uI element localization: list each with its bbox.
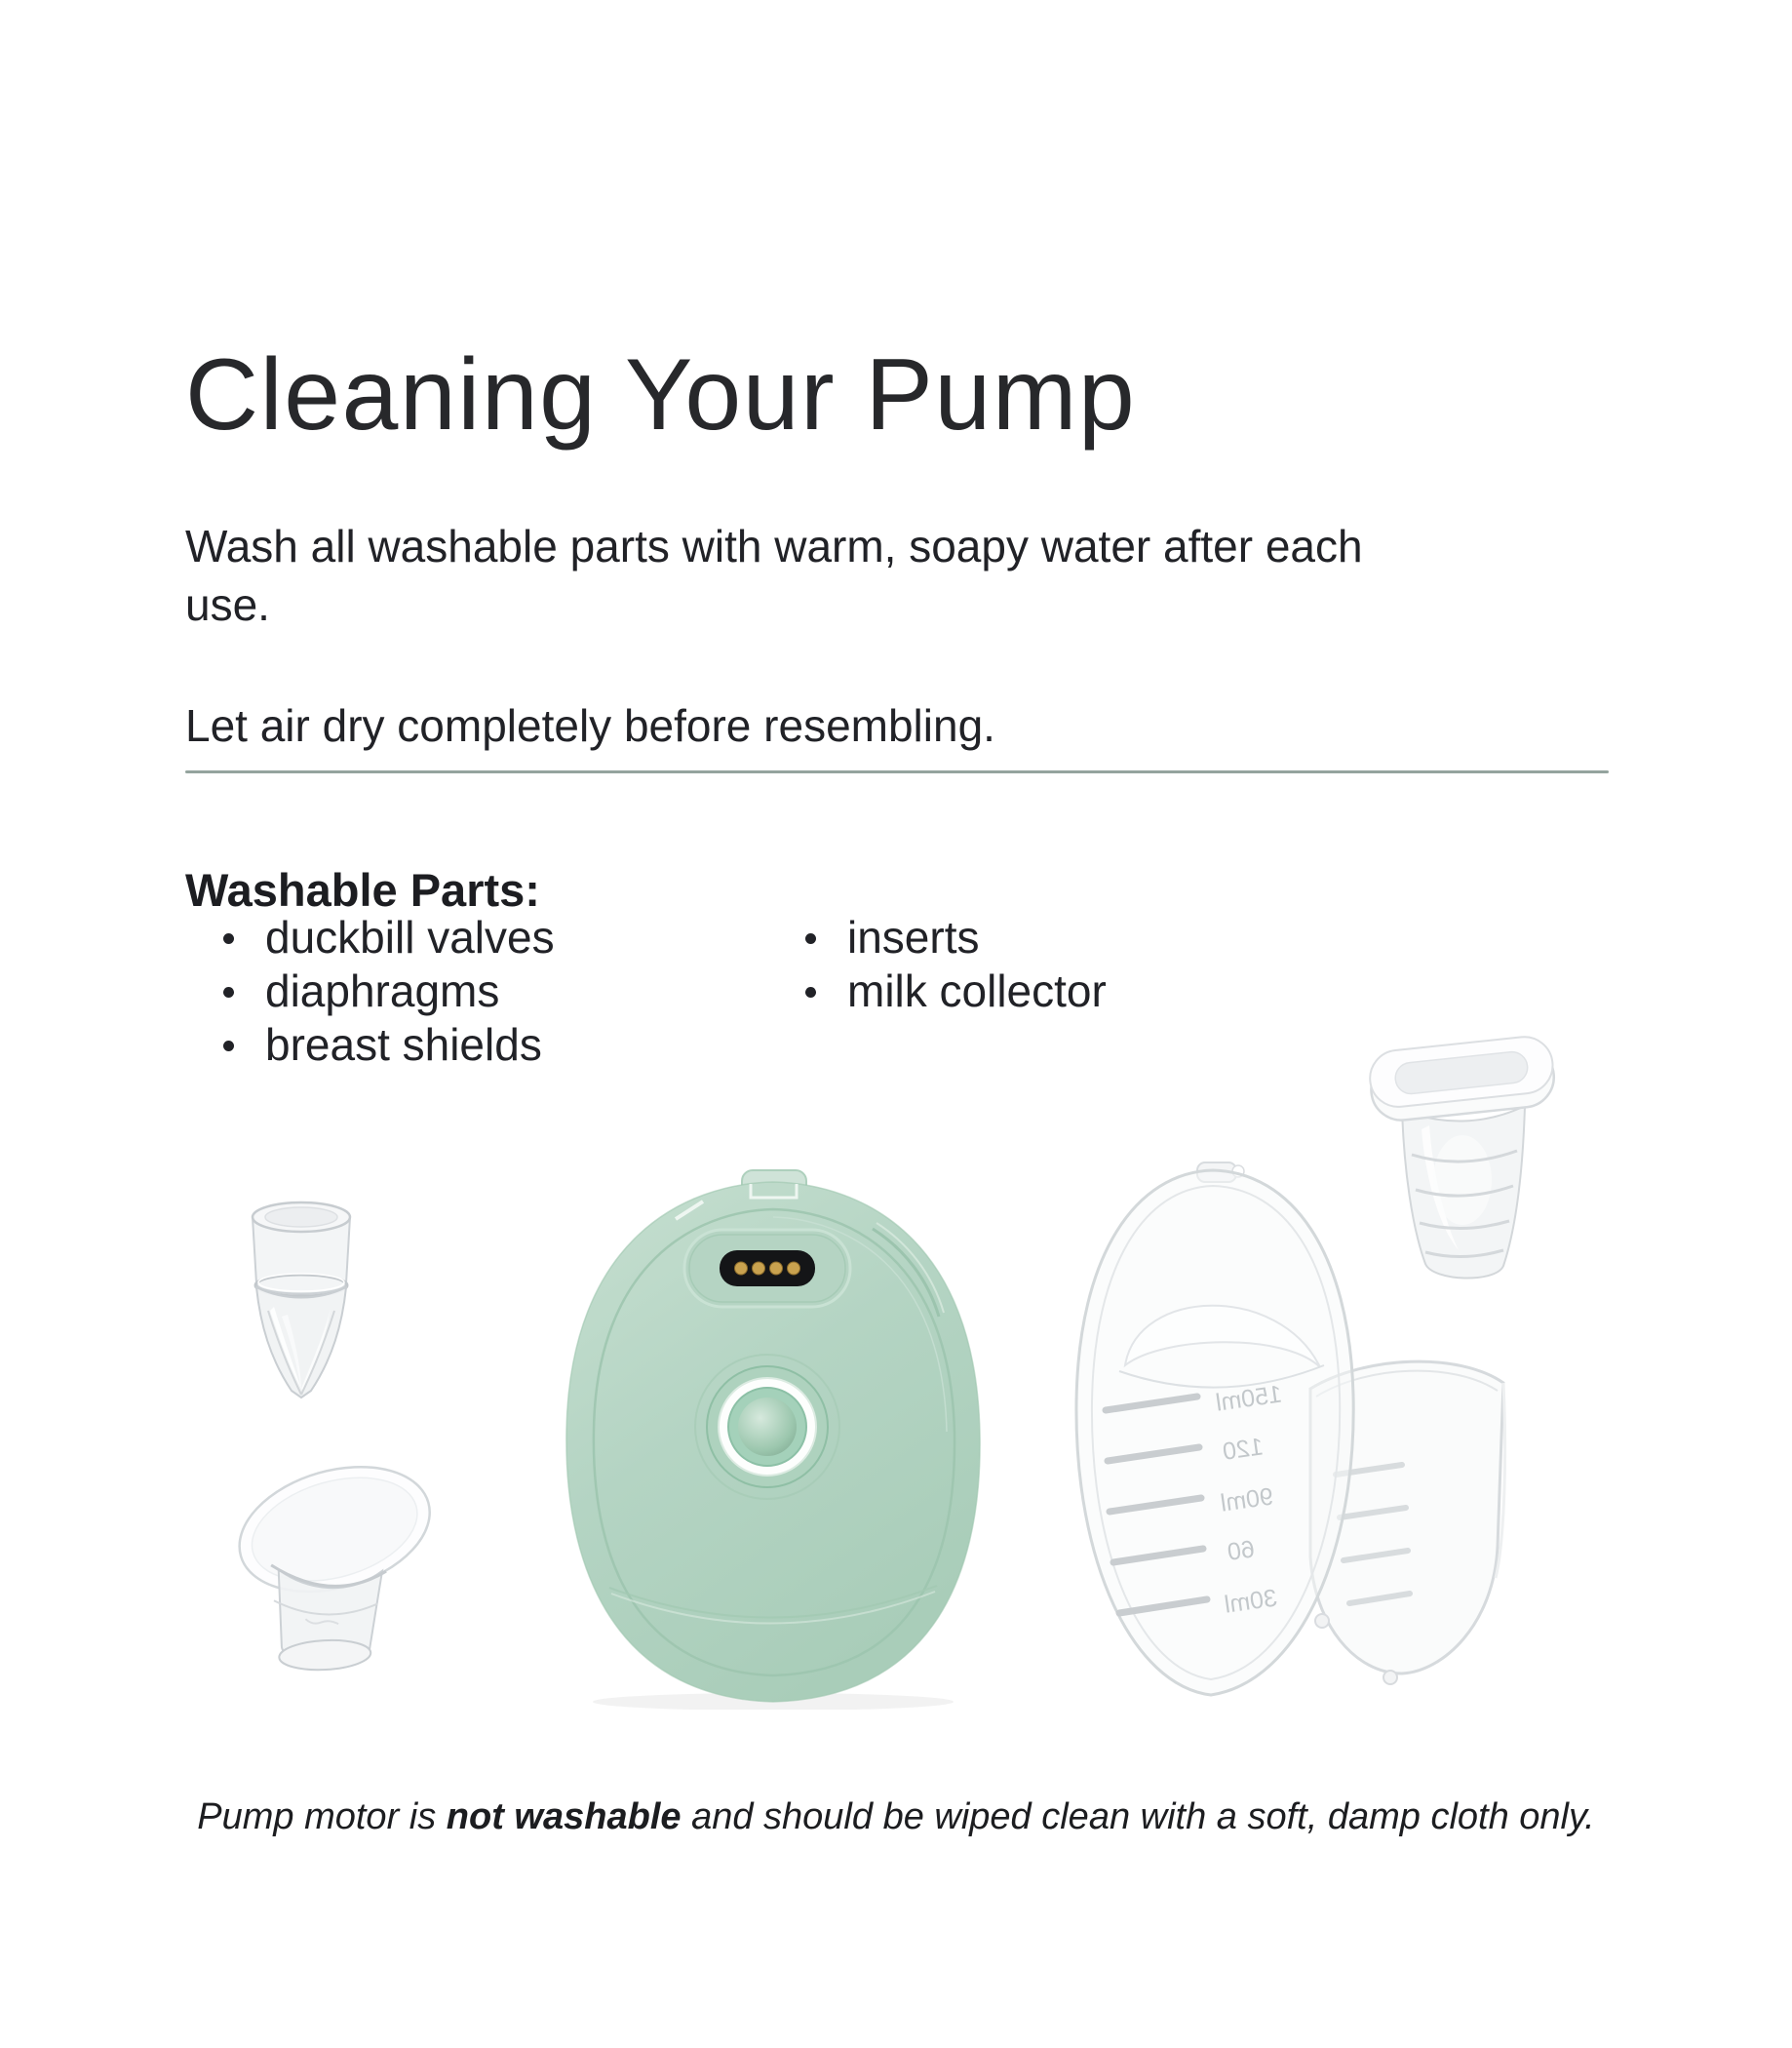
list-item <box>805 965 1107 1018</box>
insert-image <box>1365 1032 1560 1293</box>
list-item-label: breast shields <box>265 1019 542 1070</box>
bullet-dot <box>223 1041 234 1051</box>
intro-paragraph-2: Let air dry completely before resembling. <box>185 700 995 751</box>
washable-parts-heading: Washable Parts: <box>185 864 540 916</box>
milk-collector-shell-image <box>1065 1161 1365 1711</box>
volume-marking: 150ml <box>1214 1380 1284 1417</box>
footnote-suffix: and should be wiped clean with a soft, damp cloth only. <box>681 1796 1595 1837</box>
list-item-label: diaphragms <box>265 965 500 1016</box>
page-title: Cleaning Your Pump <box>185 337 1137 452</box>
breast-shield-image <box>223 1459 449 1695</box>
washable-parts-list-right <box>805 911 1107 1018</box>
footnote-emphasis: not washable <box>446 1796 682 1837</box>
washable-parts-list-left <box>223 911 555 1072</box>
list-item-label: inserts <box>847 912 980 963</box>
list-item <box>223 911 555 965</box>
volume-marking: 90ml <box>1219 1482 1275 1517</box>
volume-marking: 30ml <box>1223 1584 1279 1619</box>
bullet-dot <box>805 933 816 944</box>
pump-motor-image <box>551 1168 994 1710</box>
list-item-label: duckbill valves <box>265 912 555 963</box>
section-divider <box>185 770 1609 773</box>
bullet-dot <box>805 987 816 998</box>
intro-paragraph-1: Wash all washable parts with warm, soapy water after each use. <box>185 521 1363 630</box>
footnote <box>0 1792 1792 1841</box>
list-item-label: milk collector <box>847 965 1107 1016</box>
footnote-prefix: Pump motor is <box>197 1796 447 1837</box>
list-item <box>805 911 1107 965</box>
duckbill-valve-image <box>231 1198 372 1407</box>
volume-marking: 120 <box>1221 1433 1266 1466</box>
volume-marking: 60 <box>1226 1535 1257 1566</box>
bullet-dot <box>223 933 234 944</box>
bullet-dot <box>223 987 234 998</box>
list-item <box>223 1018 555 1072</box>
list-item <box>223 965 555 1018</box>
